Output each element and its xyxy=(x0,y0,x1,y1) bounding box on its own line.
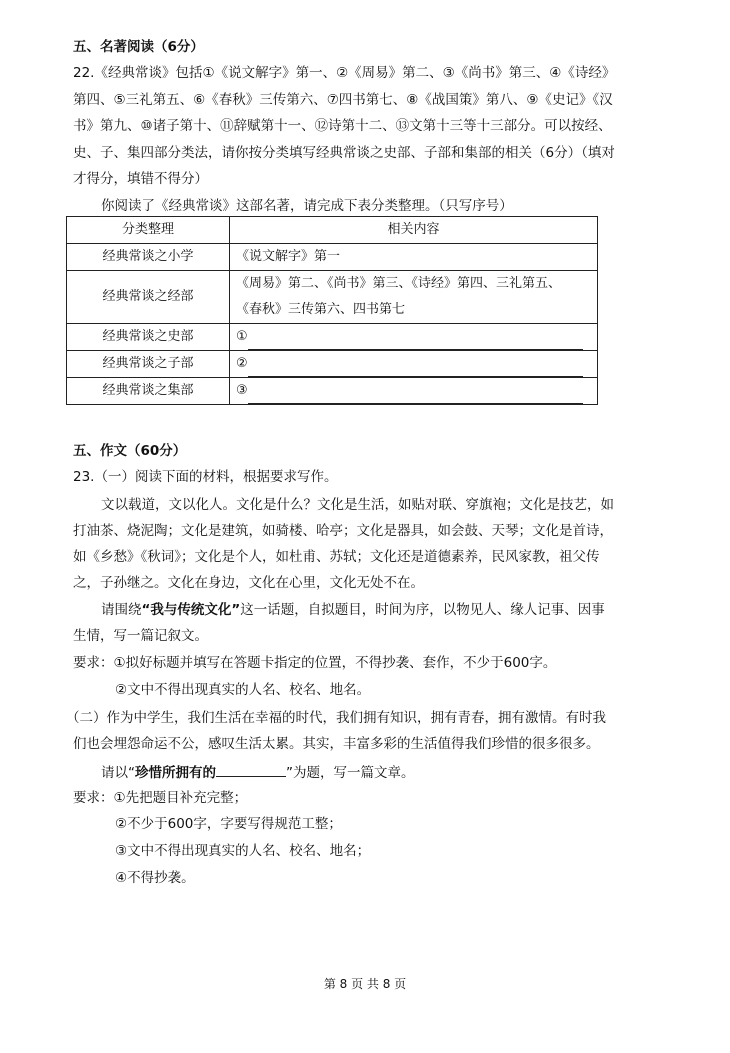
title-prompt xyxy=(101,762,415,782)
row-category: 经典常谈之集部 xyxy=(67,378,230,405)
answer-blank[interactable] xyxy=(248,333,583,350)
answer-cell[interactable] xyxy=(230,378,598,405)
answer-blank[interactable] xyxy=(248,387,583,404)
answer-mark: ② xyxy=(236,356,248,371)
section-title-writing: 五、作文（60分） xyxy=(73,443,187,459)
header-category: 分类整理 xyxy=(67,217,230,244)
title-post: ”为题，写一篇文章。 xyxy=(286,765,415,781)
table-row xyxy=(67,244,598,271)
row-category: 经典常谈之子部 xyxy=(67,351,230,378)
answer-mark: ① xyxy=(236,329,248,344)
requirement: ④不得抄袭。 xyxy=(115,870,195,886)
answer-blank[interactable] xyxy=(248,360,583,377)
table-row xyxy=(67,378,598,405)
answer-mark: ③ xyxy=(236,383,248,398)
answer-cell[interactable] xyxy=(230,351,598,378)
q22-line: 第四、⑤三礼第五、⑥《春秋》三传第六、⑦四书第七、⑧《战国策》第八、⑨《史记》《汉 xyxy=(73,92,613,108)
q22-line: 22.《经典常谈》包括①《说文解字》第一、②《周易》第二、③《尚书》第三、④《诗经》 xyxy=(73,65,616,81)
row-category: 经典常谈之经部 xyxy=(67,271,230,324)
row-category: 经典常谈之史部 xyxy=(67,324,230,351)
answer-cell[interactable] xyxy=(230,324,598,351)
requirement: ②文中不得出现真实的人名、校名、地名。 xyxy=(115,682,371,698)
title-bold: 珍惜所拥有的 xyxy=(135,765,216,781)
part2-line: 们也会埋怨命运不公，感叹生活太累。其实，丰富多彩的生活值得我们珍惜的很多很多。 xyxy=(73,736,600,752)
q22-line: 才得分，填错不得分） xyxy=(73,171,208,187)
row-content-line: 《周易》第二、《尚书》第三、《诗经》第四、三礼第五、 xyxy=(236,276,562,291)
table-header-row xyxy=(67,217,598,244)
requirement: 要求：①先把题目补充完整； xyxy=(73,790,248,806)
q22-line: 史、子、集四部分类法，请你按分类填写经典常谈之史部、子部和集部的相关（6分）（填对 xyxy=(73,145,615,161)
row-content-line: 《春秋》三传第六、四书第七 xyxy=(236,302,406,317)
material-line: 打油茶、烧泥陶；文化是建筑，如骑楼、哈亭；文化是器具，如会鼓、天琴；文化是首诗， xyxy=(73,523,613,539)
section-title-reading: 五、名著阅读（6分） xyxy=(73,39,204,55)
header-content: 相关内容 xyxy=(230,217,598,244)
material-line: 文以载道，文以化人。文化是什么？文化是生活，如贴对联、穿旗袍；文化是技艺，如 xyxy=(101,497,614,513)
title-pre: 请以“ xyxy=(101,765,135,781)
row-category: 经典常谈之小学 xyxy=(67,244,230,271)
prompt-line xyxy=(101,601,605,619)
classification-table xyxy=(66,216,598,405)
table-row xyxy=(67,351,598,378)
page-footer: 第 8 页 共 8 页 xyxy=(323,977,407,991)
q22-line: 书》第九、⑩诸子第十、⑪辞赋第十一、⑫诗第十二、⑬文第十三等十三部分。可以按经、 xyxy=(73,118,612,134)
prompt-post: 这一话题，自拟题目，时间为序，以物见人、缘人记事、因事 xyxy=(240,602,605,618)
prompt-topic: “我与传统文化” xyxy=(141,602,241,618)
prompt-line: 生情，写一篇记叙文。 xyxy=(73,628,208,644)
row-content: 《说文解字》第一 xyxy=(230,244,598,271)
row-content xyxy=(230,271,598,324)
table-row xyxy=(67,271,598,324)
part2-line: （二）作为中学生，我们生活在幸福的时代，我们拥有知识，拥有青春，拥有激情。有时我 xyxy=(66,710,606,726)
q23-part1-title: 23.（一）阅读下面的材料，根据要求写作。 xyxy=(73,469,338,485)
q22-intro: 你阅读了《经典常谈》这部名著，请完成下表分类整理。（只写序号） xyxy=(101,198,513,214)
material-line: 之，子孙继之。文化在身边，文化在心里，文化无处不在。 xyxy=(73,575,424,591)
requirement: ②不少于600字，字要写得规范工整； xyxy=(115,816,342,832)
requirement: 要求：①拟好标题并填写在答题卡指定的位置，不得抄袭、套作，不少于600字。 xyxy=(73,655,557,671)
prompt-pre: 请围绕 xyxy=(101,602,142,618)
table-row xyxy=(67,324,598,351)
title-blank[interactable] xyxy=(216,762,286,777)
requirement: ③文中不得出现真实的人名、校名、地名； xyxy=(115,843,371,859)
material-line: 如《乡愁》《秋词》；文化是个人，如杜甫、苏轼；文化还是道德素养，民风家教，祖父传 xyxy=(73,549,600,565)
